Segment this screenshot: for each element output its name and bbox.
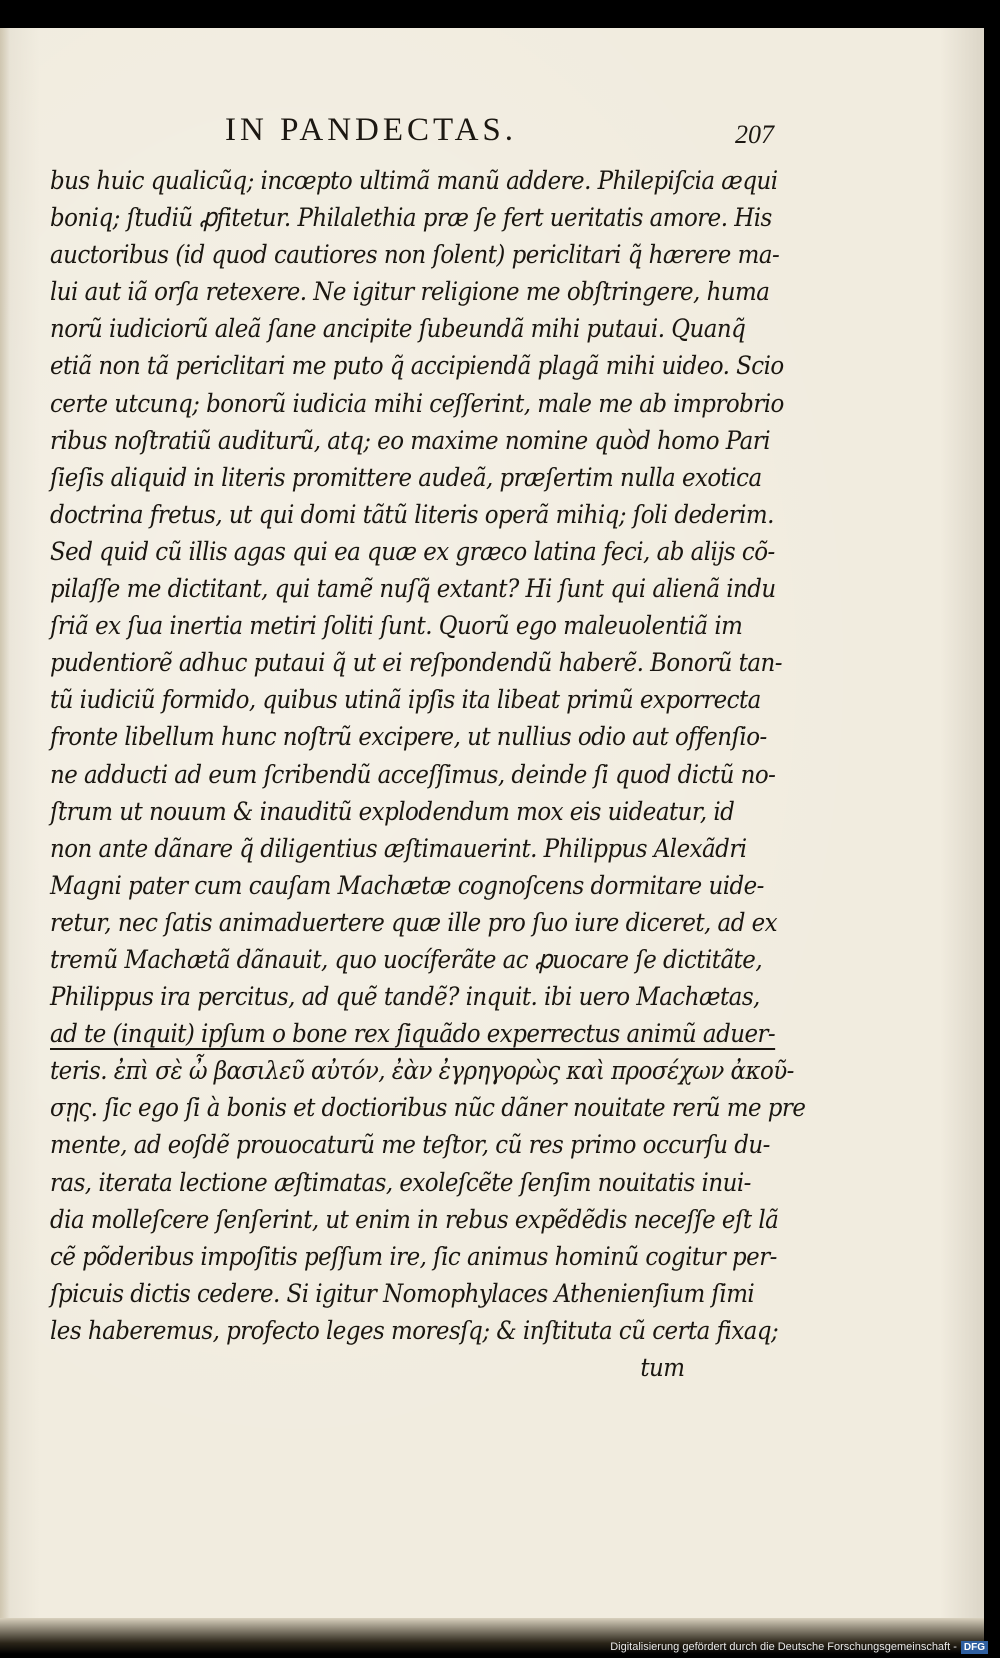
text-line: ſpicuis dictis cedere. Si igitur Nomophylaces Athenienſium ſimi	[50, 1278, 755, 1309]
text-line: auctoribus (id quod cautiores non ſolent) periclitari q̃ hærere ma-	[50, 240, 780, 271]
text-line: norũ iudiciorũ aleã ſane ancipite ſubeundã mihi putaui. Quanq̃	[50, 314, 746, 345]
text-line: tũ iudiciũ formido, quibus utinã ipſis ita libeat primũ exporrecta	[50, 685, 761, 716]
text-line: ſieſis aliquid in literis promittere audeã, præſertim nulla exotica	[50, 462, 762, 493]
text-line: ras, iterata lectione æſtimatas, exoleſcẽte ſenſim nouitatis inui-	[50, 1167, 751, 1198]
page-number: 207	[735, 120, 774, 149]
text-line: doctrina fretus, ut qui domi tãtũ literis operã mihiq; ſoli dederim.	[50, 499, 774, 530]
text-line: les haberemus, profecto leges moresſq; & inſtituta cũ certa fixaq;	[50, 1315, 779, 1346]
text-line: ad te (inquit) ipſum o bone rex ſiquãdo experrectus animũ aduer-	[50, 1019, 776, 1050]
page-edge-shadow	[0, 28, 10, 1625]
text-line: certe utcunq; bonorũ iudicia mihi ceſſerint, male me ab improbrio	[50, 388, 784, 419]
text-line: tremũ Machætã dãnauit, quo uocíferãte ac ꝓuocare ſe dictitãte,	[50, 944, 763, 975]
running-head: IN PANDECTAS.	[225, 112, 518, 148]
text-line: tum	[640, 1353, 685, 1383]
text-line: pudentiorẽ adhuc putaui q̃ ut ei reſpondendũ haberẽ. Bonorũ tan-	[50, 648, 782, 679]
text-line: mente, ad eoſdẽ prouocaturũ me teſtor, cũ res primo occurſu du-	[50, 1130, 770, 1161]
text-line: ſriã ex ſua inertia metiri ſoliti ſunt. Quorũ ego maleuolentiã im	[50, 611, 743, 642]
text-line: bus huic qualicũq; incœpto ultimã manũ addere. Philepiſcia æqui	[50, 166, 778, 196]
text-line: dia molleſcere ſenſerint, ut enim in rebus expẽdẽdis neceſſe eſt lã	[50, 1204, 779, 1235]
text-line: Sed quid cũ illis agas qui ea quæ ex græco latina feci, ab alijs cõ-	[50, 536, 775, 567]
page-header	[0, 90, 984, 150]
text-line: cẽ põderibus impoſitis peſſum ire, ſic animus hominũ cogitur per-	[50, 1241, 777, 1272]
text-line: ne adducti ad eum ſcribendũ acceſſimus, deinde ſi quod dictũ no-	[50, 759, 776, 790]
text-line: Philippus ira percitus, ad quẽ tandẽ? inquit. ibi uero Machætas,	[50, 982, 760, 1013]
body-text	[50, 163, 806, 1387]
text-line: σῃς. ſic ego ſi à bonis et doctioribus nũc dãner nouitate rerũ me pre	[50, 1093, 806, 1124]
text-line: lui aut iã orſa retexere. Ne igitur religione me obſtringere, huma	[50, 277, 770, 308]
text-line: non ante dãnare q̃ diligentius æſtimauerint. Philippus Alexãdri	[50, 833, 747, 864]
text-line: etiã non tã periclitari me puto q̃ accipiendã plagã mihi uideo. Scio	[50, 351, 784, 382]
dfg-logo: DFG	[961, 1641, 988, 1654]
text-line: pilaſſe me dictitant, qui tamẽ nuſq̃ extant? Hi ſunt qui alienã indu	[50, 574, 776, 605]
text-line: ſtrum ut nouum & inauditũ explodendum mox eis uideatur, id	[50, 796, 735, 827]
book-page	[0, 28, 984, 1625]
text-line: teris. ἐπὶ σὲ ὦ βασιλεῦ αὐτόν, ἐὰν ἐγρηγορὼς καὶ προσέχων ἀκοῦ-	[50, 1056, 794, 1087]
text-line: fronte libellum hunc noſtrũ excipere, ut nullius odio aut offenſio-	[50, 722, 767, 753]
digitization-credit-text: Digitalisierung gefördert durch die Deutsche Forschungsgemeinschaft -	[610, 1641, 957, 1653]
digitization-credit	[610, 1641, 988, 1654]
text-line: ribus noſtratiũ auditurũ, atq; eo maxime nomine quòd homo Pari	[50, 425, 771, 456]
text-line: Magni pater cum cauſam Machætæ cognoſcens dormitare uide-	[50, 870, 764, 901]
text-line: boniq; ſtudiũ ꝓfitetur. Philalethia præ ſe fert ueritatis amore. His	[50, 203, 772, 234]
text-line: retur, nec ſatis animaduertere quæ ille pro ſuo iure diceret, ad ex	[50, 907, 778, 938]
